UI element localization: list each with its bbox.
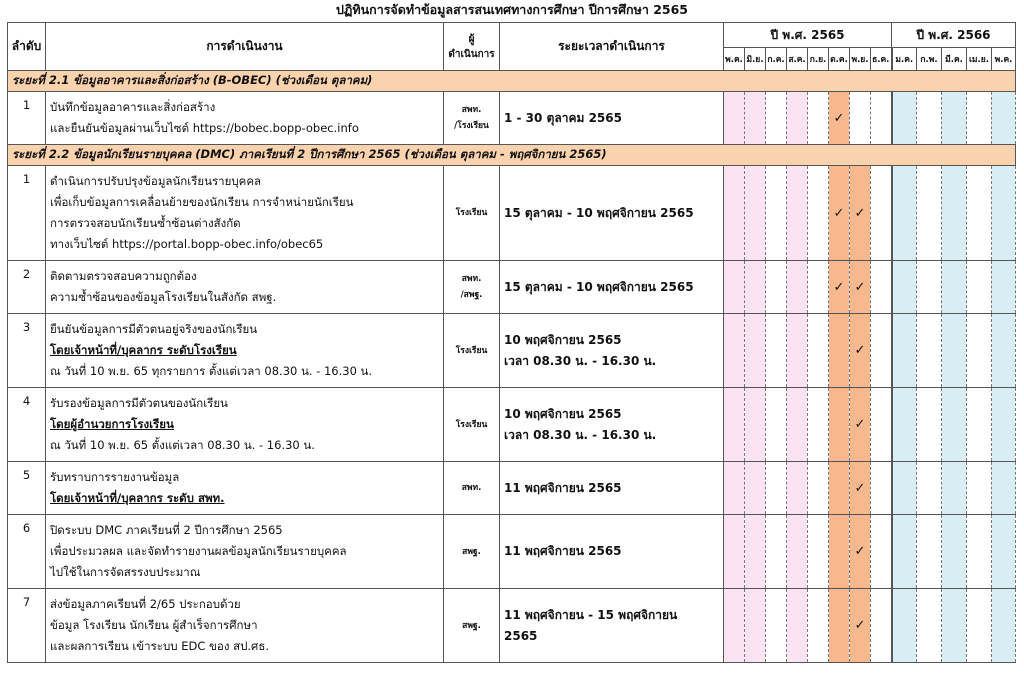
month-cell [871,515,892,589]
month-cell [724,589,745,663]
task-description [46,589,444,663]
month-header: ส.ค. [787,48,808,71]
month-cell [942,166,967,261]
month-header: ต.ค. [829,48,850,71]
row-number: 1 [8,92,46,145]
task-line: รับทราบการรายงานข้อมูล [50,470,180,484]
month-cell [724,166,745,261]
check-mark-icon: ✓ [854,544,866,559]
month-cell [942,589,967,663]
month-cell [745,589,766,663]
task-line: บันทึกข้อมูลอาคารและสิ่งก่อสร้าง [50,100,216,114]
month-cell [787,462,808,515]
schedule-table [7,22,1016,663]
month-cell [829,589,850,663]
month-cell [892,166,917,261]
month-cell [871,166,892,261]
month-cell [967,314,992,388]
month-cell [787,515,808,589]
month-cell [992,166,1016,261]
month-cell [967,462,992,515]
month-cell [724,92,745,145]
header-year-2565: ปี พ.ศ. 2565 [724,23,892,48]
month-cell [917,589,942,663]
month-cell [724,314,745,388]
month-cell [787,314,808,388]
task-line: ยืนยันข้อมูลการมีตัวตนอยู่จริงของนักเรียน [50,322,258,336]
period-line: 15 ตุลาคม - 10 พฤศจิกายน 2565 [504,279,694,294]
month-header: มี.ค. [942,48,967,71]
month-cell [850,462,871,515]
month-cell [942,314,967,388]
task-description [46,92,444,145]
period-line: เวลา 08.30 น. - 16.30 น. [504,353,657,368]
task-line: ความซ้ำซ้อนของข้อมูลโรงเรียนในสังกัด สพฐ. [50,290,277,304]
row-number: 2 [8,261,46,314]
month-cell [724,388,745,462]
month-cell [787,261,808,314]
row-number: 1 [8,166,46,261]
month-cell [992,515,1016,589]
month-cell [808,314,829,388]
section-heading: ระยะที่ 2.2 ข้อมูลนักเรียนรายบุคคล (DMC) ภาคเรียนที่ 2 ปีการศึกษา 2565 (ช่วงเดือน ตุลาคม - พฤศจิกายน 2565) [8,145,1016,166]
period-line: 10 พฤศจิกายน 2565 [504,406,622,421]
month-cell [917,515,942,589]
month-cell [766,314,787,388]
month-cell [850,166,871,261]
table-row [8,462,1016,515]
period-line: 11 พฤศจิกายน 2565 [504,544,622,558]
month-header: ก.ค. [766,48,787,71]
month-cell [850,314,871,388]
month-cell [917,166,942,261]
month-cell [892,515,917,589]
month-cell [745,92,766,145]
check-mark-icon: ✓ [854,417,866,432]
header-who-line2: ดำเนินการ [448,48,495,60]
month-cell [808,462,829,515]
check-mark-icon: ✓ [854,205,866,221]
period [500,462,724,515]
responsible-party [444,92,500,145]
month-cell [808,166,829,261]
month-cell [967,92,992,145]
responsible-party [444,388,500,462]
month-cell [992,462,1016,515]
header-task: การดำเนินงาน [46,23,444,71]
header-no: ลำดับ [8,23,46,71]
month-cell [917,92,942,145]
responsible-line: สพท. [461,105,482,115]
period [500,515,724,589]
responsible-line: โรงเรียน [455,345,488,356]
table-row [8,92,1016,145]
month-cell [724,462,745,515]
month-cell [766,261,787,314]
task-description [46,166,444,261]
month-cell [766,589,787,663]
task-description [46,462,444,515]
responsible-party [444,462,500,515]
period-line: 10 พฤศจิกายน 2565 [504,332,622,347]
task-line: ข้อมูล โรงเรียน นักเรียน ผู้สำเร็จการศึกษา [50,618,258,632]
month-cell [892,92,917,145]
month-cell [942,388,967,462]
check-mark-icon: ✓ [854,618,866,633]
month-cell [745,515,766,589]
month-header: ธ.ค. [871,48,892,71]
task-line: โดยผู้อำนวยการโรงเรียน [50,417,174,431]
task-line: ติดตามตรวจสอบความถูกต้อง [50,269,197,283]
month-cell [808,515,829,589]
month-cell [992,92,1016,145]
month-cell [942,462,967,515]
month-cell [787,589,808,663]
header-year-2566: ปี พ.ศ. 2566 [892,23,1016,48]
month-cell [871,261,892,314]
month-header: เม.ย. [967,48,992,71]
task-line: โดยเจ้าหน้าที่/บุคลากร ระดับโรงเรียน [50,343,237,357]
responsible-party [444,589,500,663]
task-line: ณ วันที่ 10 พ.ย. 65 ทุกรายการ ตั้งแต่เวลา 08.30 น. - 16.30 น. [50,364,373,378]
task-line: ณ วันที่ 10 พ.ย. 65 ตั้งแต่เวลา 08.30 น. - 16.30 น. [50,438,315,452]
responsible-line: /สพฐ. [460,290,483,300]
month-cell [808,589,829,663]
month-cell [892,388,917,462]
month-cell [829,261,850,314]
responsible-party [444,314,500,388]
responsible-line: สพฐ. [462,546,481,557]
month-cell [892,462,917,515]
check-mark-icon: ✓ [854,279,866,295]
header-who [444,23,500,71]
month-cell [892,261,917,314]
task-description [46,261,444,314]
month-cell [871,462,892,515]
responsible-party [444,515,500,589]
period [500,589,724,663]
month-cell [829,92,850,145]
month-cell [766,92,787,145]
task-line: โดยเจ้าหน้าที่/บุคลากร ระดับ สพท. [50,491,225,505]
row-number: 3 [8,314,46,388]
responsible-line: /โรงเรียน [454,121,489,131]
task-line: ดำเนินการปรับปรุงข้อมูลนักเรียนรายบุคคล [50,174,262,188]
table-row [8,515,1016,589]
month-cell [829,515,850,589]
period [500,261,724,314]
period-line: 11 พฤศจิกายน 2565 [504,480,622,495]
header-period: ระยะเวลาดำเนินการ [500,23,724,71]
table-row [8,589,1016,663]
task-line: รับรองข้อมูลการมีตัวตนของนักเรียน [50,396,228,410]
row-number: 5 [8,462,46,515]
period-line: 15 ตุลาคม - 10 พฤศจิกายน 2565 [504,205,694,220]
month-cell [992,261,1016,314]
month-cell [787,92,808,145]
task-description [46,314,444,388]
month-cell [892,589,917,663]
task-line: เพื่อประมวลผล และจัดทำรายงานผลข้อมูลนักเรียนรายบุคคล [50,544,347,558]
month-cell [967,166,992,261]
task-line: ปิดระบบ DMC ภาคเรียนที่ 2 ปีการศึกษา 2565 [50,523,283,537]
month-cell [967,515,992,589]
month-cell [850,388,871,462]
section-heading: ระยะที่ 2.1 ข้อมูลอาคารและสิ่งก่อสร้าง (B-OBEC) (ช่วงเดือน ตุลาคม) [8,71,1016,92]
month-cell [745,462,766,515]
responsible-line: โรงเรียน [455,419,488,430]
month-cell [917,261,942,314]
month-cell [766,388,787,462]
task-line: และยืนยันข้อมูลผ่านเว็บไซต์ https://bobec.bopp-obec.info [50,121,359,135]
responsible-line: สพท. [461,274,482,284]
table-row [8,261,1016,314]
month-cell [871,388,892,462]
check-mark-icon: ✓ [854,343,866,358]
month-cell [967,589,992,663]
month-cell [766,462,787,515]
month-cell [829,388,850,462]
month-header: พ.ค. [992,48,1016,71]
month-cell [766,515,787,589]
month-cell [871,92,892,145]
row-number: 6 [8,515,46,589]
period-line: 1 - 30 ตุลาคม 2565 [504,110,622,125]
month-cell [992,388,1016,462]
period [500,92,724,145]
check-mark-icon: ✓ [833,279,845,295]
month-cell [917,388,942,462]
task-line: และผลการเรียน เข้าระบบ EDC ของ สป.ศธ. [50,639,270,653]
responsible-party [444,261,500,314]
month-cell [871,314,892,388]
task-line: การตรวจสอบนักเรียนซ้ำซ้อนต่างสังกัด [50,216,241,230]
month-header: พ.ย. [850,48,871,71]
month-cell [829,462,850,515]
table-row [8,314,1016,388]
month-cell [992,314,1016,388]
row-number: 7 [8,589,46,663]
task-line: ส่งข้อมูลภาคเรียนที่ 2/65 ประกอบด้วย [50,597,241,611]
month-cell [787,166,808,261]
month-cell [724,261,745,314]
month-cell [942,92,967,145]
month-cell [850,92,871,145]
section-heading-row [8,145,1016,166]
month-header: ก.ย. [808,48,829,71]
month-cell [942,515,967,589]
month-header: ม.ค. [892,48,917,71]
month-cell [917,462,942,515]
task-description [46,388,444,462]
period-line: 11 พฤศจิกายน - 15 พฤศจิกายน [504,607,678,622]
task-description [46,515,444,589]
month-header: มิ.ย. [745,48,766,71]
month-cell [850,589,871,663]
task-line: เพื่อเก็บข้อมูลการเคลื่อนย้ายของนักเรียน การจำหน่ายนักเรียน [50,195,354,209]
period-line: เวลา 08.30 น. - 16.30 น. [504,427,657,442]
responsible-line: สพท. [461,483,482,493]
month-cell [942,261,967,314]
month-cell [992,589,1016,663]
task-line: ไปใช้ในการจัดสรรงบประมาณ [50,565,201,579]
responsible-line: สพฐ. [462,620,481,631]
period [500,314,724,388]
month-cell [787,388,808,462]
month-cell [871,589,892,663]
table-row [8,388,1016,462]
month-cell [766,166,787,261]
month-cell [745,388,766,462]
page-title: ปฏิทินการจัดทำข้อมูลสารสนเทศทางการศึกษา ปีการศึกษา 2565 [336,2,688,17]
month-cell [892,314,917,388]
month-cell [829,166,850,261]
header-who-line1: ผู้ [468,33,475,45]
month-cell [829,314,850,388]
task-line: ทางเว็บไซต์ https://portal.bopp-obec.info/obec65 [50,237,324,251]
month-cell [967,388,992,462]
period [500,388,724,462]
section-heading-row [8,71,1016,92]
responsible-line: โรงเรียน [455,208,488,218]
period-line: 2565 [504,628,538,643]
month-cell [850,515,871,589]
month-cell [808,92,829,145]
check-mark-icon: ✓ [833,110,845,126]
month-cell [745,261,766,314]
responsible-party [444,166,500,261]
month-cell [724,515,745,589]
month-cell [917,314,942,388]
check-mark-icon: ✓ [833,205,845,221]
month-header: ก.พ. [917,48,942,71]
month-cell [808,388,829,462]
row-number: 4 [8,388,46,462]
month-cell [808,261,829,314]
month-cell [967,261,992,314]
month-header: พ.ค. [724,48,745,71]
period [500,166,724,261]
month-cell [850,261,871,314]
check-mark-icon: ✓ [854,480,866,496]
table-row [8,166,1016,261]
month-cell [745,314,766,388]
month-cell [745,166,766,261]
